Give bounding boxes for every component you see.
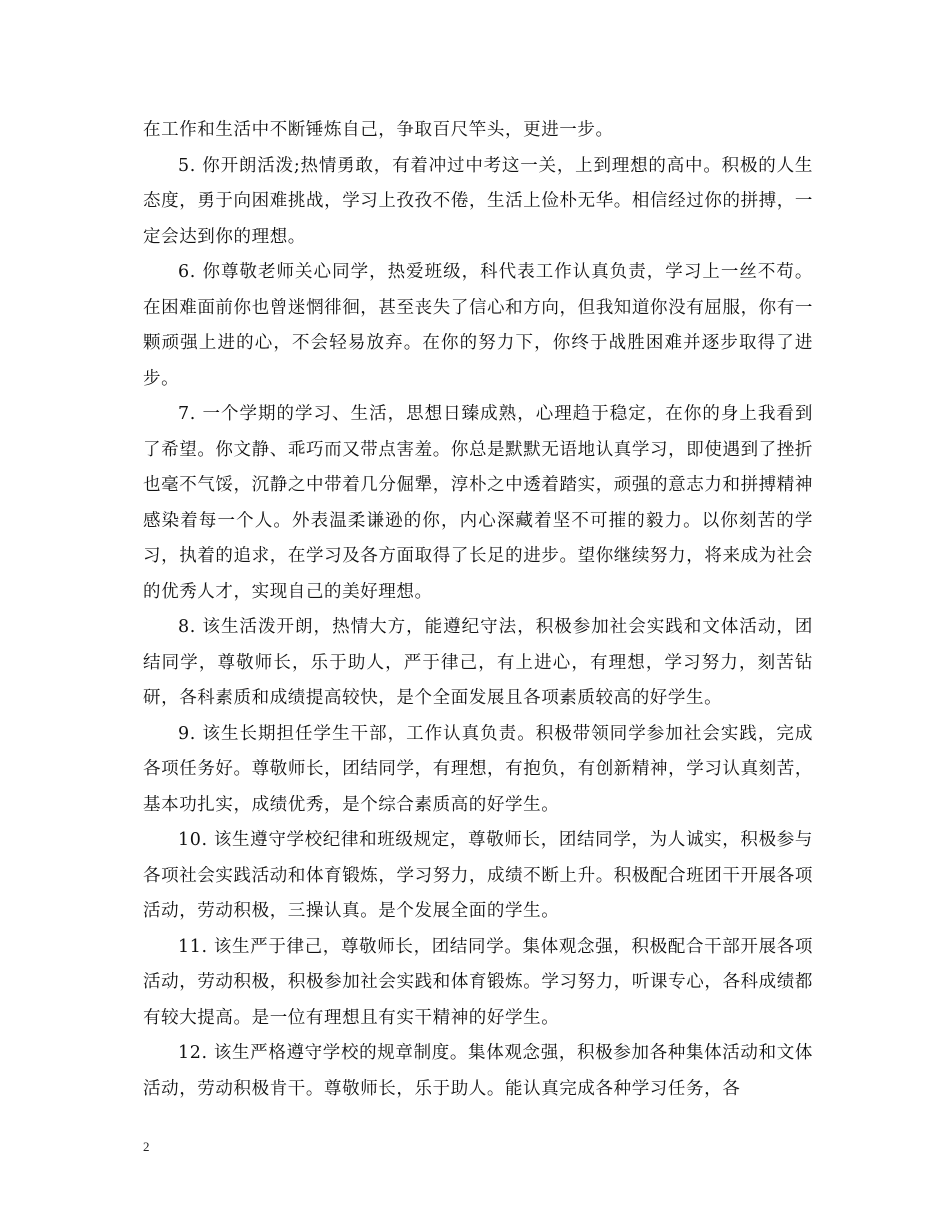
- paragraph-item-7: 7. 一个学期的学习、生活，思想日臻成熟，心理趋于稳定，在你的身上我看到了希望。你文静、乖巧而又带点害羞。你总是默默无语地认真学习，即使遇到了挫折也毫不气馁，沉静之中带着几分倔犟，淳朴之中透着踏实，顽强的意志力和拼搏精神感染着每一个人。外表温柔谦逊的你，内心深藏着坚不可摧的毅力。以你刻苦的学习，执着的追求，在学习及各方面取得了长足的进步。望你继续努力，将来成为社会的优秀人才，实现自己的美好理想。: [143, 404, 813, 602]
- paragraph-item-10: 10. 该生遵守学校纪律和班级规定，尊敬师长，团结同学，为人诚实，积极参与各项社会实践活动和体育锻炼，学习努力，成绩不断上升。积极配合班团干开展各项活动，劳动积极，三操认真。是个发展全面的学生。: [143, 830, 813, 921]
- paragraph-item-5: 5. 你开朗活泼;热情勇敢，有着冲过中考这一关，上到理想的高中。积极的人生态度，勇于向困难挑战，学习上孜孜不倦，生活上俭朴无华。相信经过你的拼搏，一定会达到你的理想。: [143, 155, 813, 247]
- page-number: 2: [143, 1139, 150, 1154]
- paragraph-continuation: 在工作和生活中不断锤炼自己，争取百尺竿头，更进一步。: [143, 120, 614, 140]
- paragraph-item-11: 11. 该生严于律己，尊敬师长，团结同学。集体观念强，积极配合干部开展各项活动，劳动积极，积极参加社会实践和体育锻炼。学习努力，听课专心，各科成绩都有较大提高。是一位有理想且有实干精神的好学生。: [143, 936, 813, 1028]
- paragraph-item-8: 8. 该生活泼开朗，热情大方，能遵纪守法，积极参加社会实践和文体活动，团结同学，尊敬师长，乐于助人，严于律己，有上进心，有理想，学习努力，刻苦钻研，各科素质和成绩提高较快，是个全面发展且各项素质较高的好学生。: [143, 617, 813, 708]
- paragraph-item-9: 9. 该生长期担任学生干部，工作认真负责。积极带领同学参加社会实践，完成各项任务好。尊敬师长，团结同学，有理想，有抱负，有创新精神，学习认真刻苦，基本功扎实，成绩优秀，是个综合素质高的好学生。: [143, 723, 813, 815]
- document-body: [143, 113, 813, 1107]
- paragraph-item-12: 12. 该生严格遵守学校的规章制度。集体观念强，积极参加各种集体活动和文体活动，劳动积极肯干。尊敬师长，乐于助人。能认真完成各种学习任务，各: [143, 1043, 813, 1099]
- paragraph-item-6: 6. 你尊敬老师关心同学，热爱班级，科代表工作认真负责，学习上一丝不苟。在困难面前你也曾迷惘徘徊，甚至丧失了信心和方向，但我知道你没有屈服，你有一颗顽强上进的心，不会轻易放弃。在你的努力下，你终于战胜困难并逐步取得了进步。: [143, 262, 813, 389]
